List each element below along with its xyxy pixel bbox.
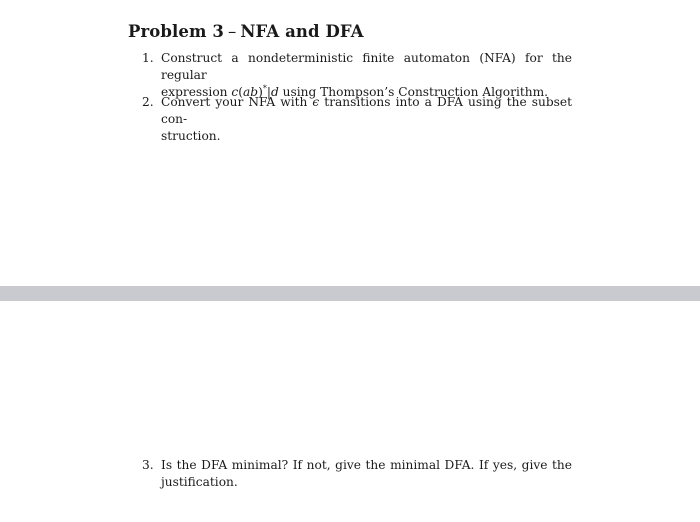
question-3 [142, 457, 572, 491]
question-3-number: 3. [142, 458, 154, 472]
regex-ab: ab [243, 85, 259, 99]
regex-kleene-star: * [262, 84, 267, 93]
question-2-text-suffix: transitions into a DFA using the subset con- [161, 95, 572, 126]
regex-open-paren: ( [238, 85, 243, 99]
problem-label: Problem 3 [128, 22, 224, 41]
heading-dash: – [228, 22, 237, 41]
question-2-line-2: struction. [161, 129, 221, 143]
page-bottom [0, 301, 700, 522]
regex-d: d [270, 85, 279, 99]
regex-union-bar: | [266, 85, 271, 99]
problem-title: NFA and DFA [240, 22, 364, 41]
question-1-text-suffix: using Thompson’s Construction Algorithm. [278, 85, 549, 99]
page-separator [0, 286, 700, 301]
question-2 [142, 94, 572, 145]
epsilon-symbol: ϵ [312, 95, 320, 109]
question-1-number: 1. [142, 51, 154, 65]
question-3-line-1: Is the DFA minimal? If not, give the minimal DFA. If yes, give the [161, 458, 572, 472]
question-2-line-1 [142, 94, 572, 128]
problem-heading [128, 22, 364, 41]
question-1-text-prefix: expression [161, 85, 232, 99]
regex-c: c [231, 85, 239, 99]
question-3-line-2: justification. [161, 475, 238, 489]
question-1-line-1: Construct a nondeterministic finite automaton (NFA) for the regular [161, 51, 572, 82]
regex-close-paren: ) [258, 85, 263, 99]
question-2-number: 2. [142, 95, 154, 109]
question-2-text-prefix: Convert your NFA with [161, 95, 313, 109]
